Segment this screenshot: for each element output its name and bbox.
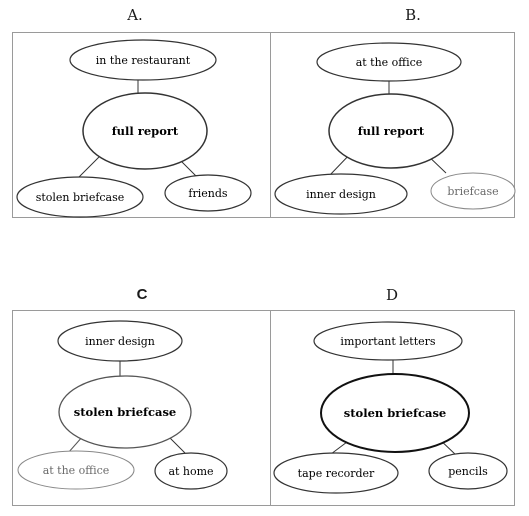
- option-b-panel: [270, 32, 515, 218]
- right-bubble-label: briefcase: [447, 185, 499, 198]
- option-a-header: A.: [127, 6, 143, 24]
- option-a-diagram: [13, 33, 273, 219]
- center-bubble-label: full report: [357, 124, 425, 138]
- right-bubble-label: friends: [188, 187, 228, 200]
- left-bubble-label: at the office: [42, 464, 110, 477]
- top-bubble-label: inner design: [85, 335, 155, 348]
- option-b-header: B.: [405, 6, 421, 24]
- option-a-panel: [12, 32, 272, 218]
- option-c-diagram: [13, 311, 273, 507]
- option-d-diagram: [271, 311, 516, 507]
- option-d-header: D: [385, 286, 399, 304]
- option-c-panel: [12, 310, 272, 506]
- center-bubble-label: stolen briefcase: [73, 405, 177, 419]
- option-c-header: C: [136, 286, 148, 303]
- center-bubble-label: stolen briefcase: [343, 406, 447, 420]
- left-bubble-label: inner design: [306, 188, 376, 201]
- center-bubble-label: full report: [111, 124, 179, 138]
- right-bubble-label: pencils: [448, 465, 488, 478]
- top-bubble-label: in the restaurant: [95, 54, 191, 67]
- left-bubble-label: tape recorder: [297, 467, 375, 480]
- top-bubble-label: at the office: [355, 56, 423, 69]
- option-b-diagram: [271, 33, 516, 219]
- left-bubble-label: stolen briefcase: [35, 191, 125, 204]
- option-d-panel: [270, 310, 515, 506]
- top-bubble-label: important letters: [340, 335, 436, 348]
- right-bubble-label: at home: [168, 465, 214, 478]
